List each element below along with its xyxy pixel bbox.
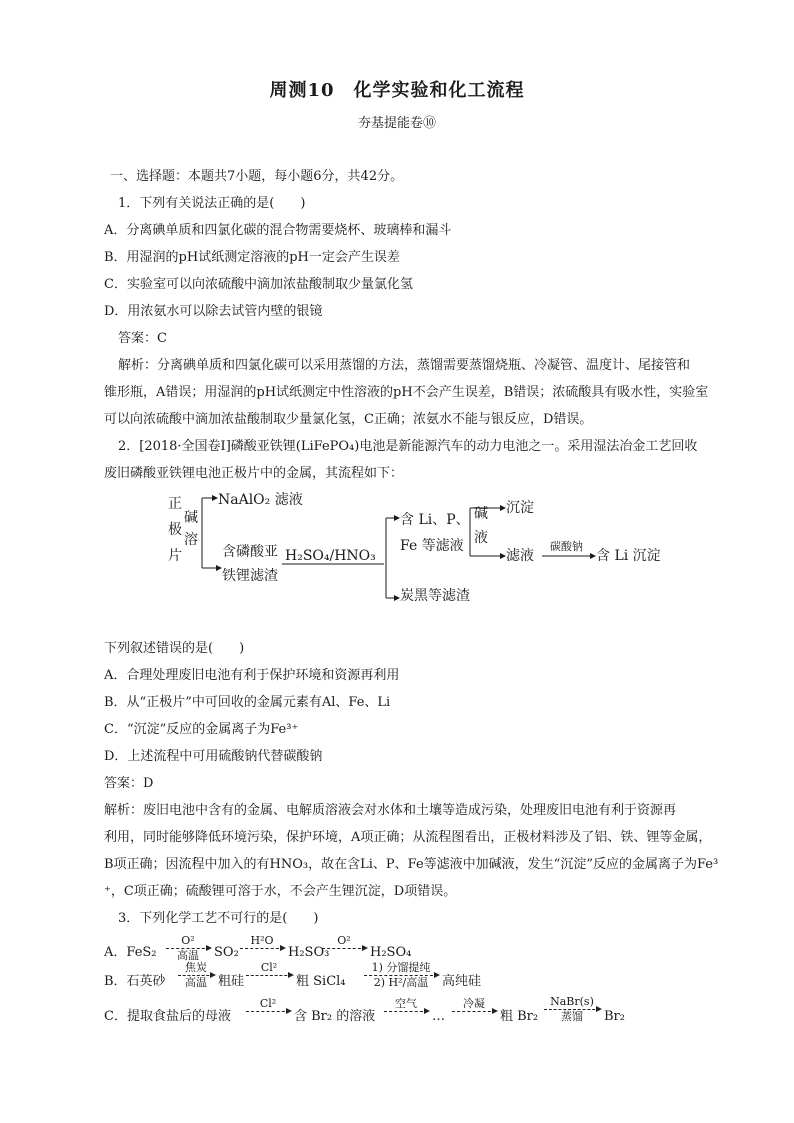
q3-a-arrow1-top: O²	[181, 934, 195, 947]
q3-b-arrow2-top: Cl²	[260, 961, 278, 974]
q1-option-d: D．用浓氨水可以除去试管内壁的银镜	[104, 304, 323, 319]
arrow-icon	[544, 1009, 600, 1010]
q3-a-product3: H₂SO₄	[370, 945, 412, 960]
q3-c-product3: 粗 Br₂	[500, 1009, 539, 1024]
flow-alkali1-char2: 溶	[184, 532, 198, 548]
flow-alkali1-char1: 碱	[184, 510, 198, 526]
q1-option-c: C．实验室可以向浓硫酸中滴加浓盐酸制取少量氯化氢	[104, 277, 413, 292]
q2-option-d: D．上述流程中可用硫酸钠代替碳酸钠	[104, 749, 323, 764]
q2-stem-line2: 废旧磷酸亚铁锂电池正极片中的金属，其流程如下：	[104, 466, 404, 481]
arrow-icon	[246, 975, 292, 976]
q3-c-product1: 含 Br₂ 的溶液	[294, 1009, 376, 1024]
flow-precipitate: 沉淀	[506, 500, 534, 516]
q3-c-arrow3-top: 冷凝	[463, 997, 485, 1010]
flow-start-char3: 片	[168, 548, 182, 564]
arrow-icon	[166, 948, 210, 949]
q3-b-arrow3-bottom: 2) H²/高温	[373, 976, 429, 989]
q3-a-product2: H₂SO₃	[288, 945, 330, 960]
arrow-icon	[364, 975, 438, 976]
q3-b-label: B．石英砂	[104, 974, 166, 989]
arrow-icon	[384, 1011, 428, 1012]
q3-b-product2: 粗 SiCl₄	[296, 974, 346, 989]
arrow-icon	[240, 948, 284, 949]
process-flow-diagram	[160, 488, 680, 608]
q2-stem-line1: 2．[2018·全国卷Ⅰ]磷酸亚铁锂(LiFePO₄)电池是新能源汽车的动力电池之一。采用湿法冶金工艺回收	[118, 439, 698, 454]
flow-start-char1: 正	[168, 496, 182, 512]
q3-a-arrow2	[240, 935, 284, 950]
arrow-icon	[452, 1011, 496, 1012]
q3-stem: 3．下列化学工艺不可行的是( )	[118, 911, 319, 926]
q3-c-product4: Br₂	[604, 1009, 625, 1024]
arrow-icon	[178, 975, 214, 976]
q2-option-c: C．“沉淀”反应的金属离子为Fe³⁺	[104, 722, 299, 737]
q2-analysis-line4: ⁺，C项正确；硫酸锂可溶于水，不会产生锂沉淀，D项错误。	[104, 884, 457, 899]
q3-b-product3: 高纯硅	[442, 974, 482, 989]
flow-filtrate2-line2: Fe 等滤液	[400, 538, 464, 554]
arrow-icon	[246, 1011, 290, 1012]
q3-a-arrow3-top: O²	[337, 934, 351, 947]
flow-product: 含 Li 沉淀	[596, 548, 661, 564]
flow-start-char2: 极	[168, 522, 182, 538]
q1-option-a: A．分离碘单质和四氯化碳的混合物需要烧杯、玻璃棒和漏斗	[104, 223, 452, 238]
q3-b-arrow1-top: 焦炭	[185, 961, 207, 974]
flow-residue2: 炭黑等滤渣	[400, 588, 470, 604]
q1-analysis-line3: 可以向浓硫酸中滴加浓盐酸制取少量氯化氢，C正确；浓氨水不能与银反应，D错误。	[104, 412, 593, 427]
q3-c-arrow1	[246, 998, 290, 1013]
q1-analysis-line2: 锥形瓶，A错误；用湿润的pH试纸测定中性溶液的pH不会产生误差，B错误；浓硫酸具有吸水性，实验室	[104, 385, 709, 400]
q2-option-b: B．从“正极片”中可回收的金属元素有Al、Fe、Li	[104, 695, 391, 710]
q2-analysis-line2: 利用，同时能够降低环境污染，保护环境，A项正确；从流程图看出，正极材料涉及了铝、铁、锂等金属，	[104, 830, 712, 845]
q3-a-arrow1-bottom: 高温	[177, 949, 199, 962]
q3-b-arrow2	[246, 962, 292, 977]
q3-a-arrow2-top: H²O	[250, 934, 274, 947]
q3-c-arrow3	[452, 998, 496, 1013]
q2-option-a: A．合理处理废旧电池有利于保护环境和资源再利用	[104, 668, 400, 683]
q1-option-b: B．用湿润的pH试纸测定溶液的pH一定会产生误差	[104, 250, 400, 265]
q3-c-product2: …	[432, 1009, 445, 1024]
q2-answer: 答案：D	[104, 776, 154, 791]
q3-b-arrow1	[178, 962, 214, 989]
flow-filtrate2-line1: 含 Li、P、	[400, 512, 470, 528]
q3-c-arrow4	[544, 996, 600, 1023]
q2-analysis-line3: B项正确；因流程中加入的有HNO₃，故在含Li、P、Fe等滤液中加碱液，发生“沉淀”反应的金属离子为Fe³	[104, 857, 719, 872]
q2-question: 下列叙述错误的是( )	[104, 641, 245, 656]
flow-residue1-line1: 含磷酸亚	[222, 544, 278, 560]
q1-answer: 答案：C	[118, 331, 167, 346]
page-subtitle: 夯基提能卷⑩	[357, 116, 436, 131]
q3-a-arrow1	[166, 935, 210, 962]
flow-alkali2-char2: 液	[474, 530, 488, 546]
q3-c-arrow4-bottom: 蒸馏	[561, 1010, 583, 1023]
q2-analysis-line1: 解析：废旧电池中含有的金属、电解质溶液会对水体和土壤等造成污染，处理废旧电池有利于资源再	[104, 803, 677, 818]
q3-c-arrow2-top: 空气	[395, 997, 417, 1010]
flow-alkali2-char1: 碱	[474, 506, 488, 522]
flow-filtrate1: NaAlO₂ 滤液	[218, 492, 303, 508]
flow-filtrate3: 滤液	[506, 548, 534, 564]
q3-b-arrow3-top: 1) 分馏提纯	[371, 961, 431, 974]
section-heading: 一、选择题：本题共7小题，每小题6分，共42分。	[110, 169, 404, 184]
q1-stem: 1．下列有关说法正确的是( )	[118, 196, 306, 211]
q3-c-arrow2	[384, 998, 428, 1013]
q3-b-product1: 粗硅	[218, 974, 245, 989]
q3-c-arrow4-top: NaBr(s)	[550, 995, 594, 1008]
flow-residue1-line2: 铁锂滤渣	[222, 568, 278, 584]
q1-analysis-line1: 解析：分离碘单质和四氯化碳可以采用蒸馏的方法，蒸馏需要蒸馏烧瓶、冷凝管、温度计、尾接管和	[118, 358, 691, 373]
q3-b-arrow1-bottom: 高温	[185, 976, 207, 989]
q3-c-label: C．提取食盐后的母液	[104, 1009, 231, 1024]
q3-a-arrow3	[322, 935, 366, 950]
q3-b-arrow3	[364, 962, 438, 989]
arrow-icon	[322, 948, 366, 949]
q3-a-label: A．FeS₂	[104, 945, 157, 960]
flow-reagent: 碳酸钠	[550, 540, 583, 553]
page-title: 周测10 化学实验和化工流程	[269, 80, 525, 101]
q3-a-product1: SO₂	[214, 945, 239, 960]
flow-acid-label: H₂SO₄/HNO₃	[285, 548, 376, 564]
q3-c-arrow1-top: Cl²	[259, 997, 277, 1010]
